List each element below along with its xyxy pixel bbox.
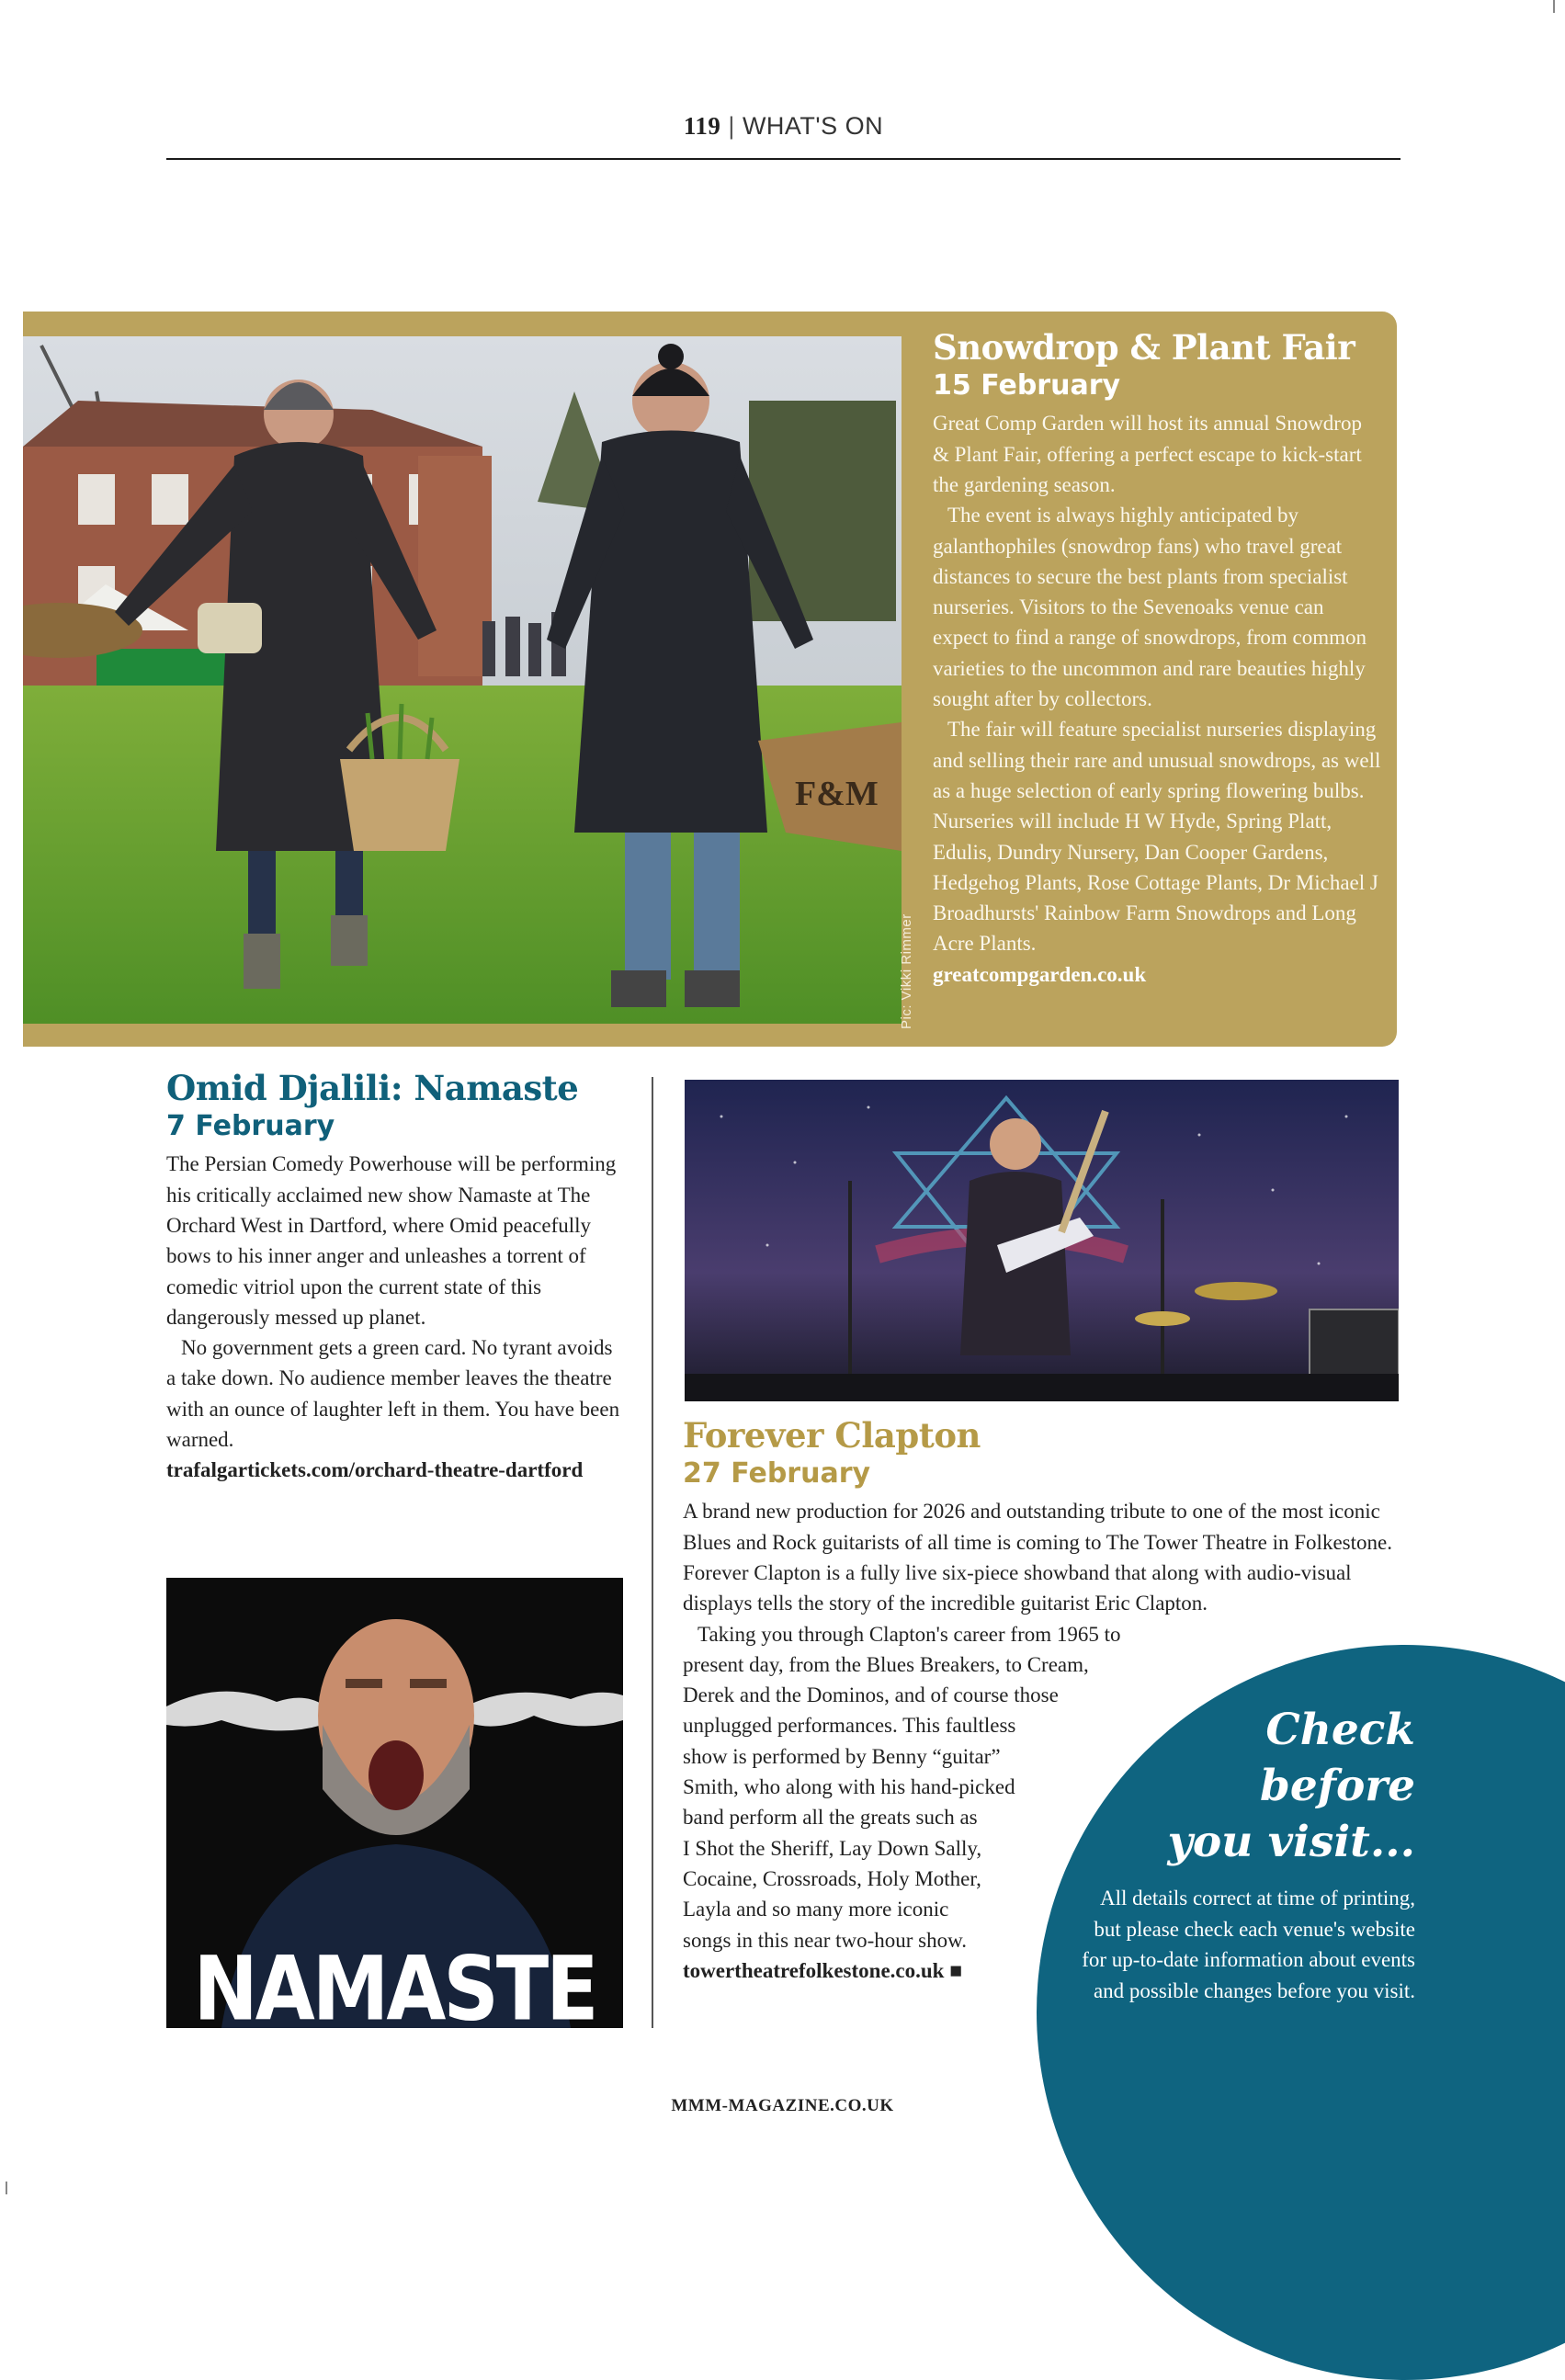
notice-title-line: before (1260, 1761, 1415, 1811)
omid-date: 7 February (166, 1110, 335, 1143)
page-header (166, 112, 1401, 160)
omid-title: Omid Djalili: Namaste (166, 1068, 579, 1108)
omid-article (166, 1068, 626, 1485)
page-number: 119 (683, 112, 721, 140)
clapton-line: Taking you through Clapton's career from 1965 to (697, 1622, 1121, 1646)
clapton-photo (685, 1080, 1399, 1401)
namaste-poster (166, 1578, 623, 2028)
snowdrop-article (933, 327, 1383, 990)
clapton-line: unplugged performances. This faultless (683, 1714, 1016, 1738)
snowdrop-paragraph: The event is always highly anticipated by galanthophiles (snowdrop fans) who travel great distances to secure the best plants from specialist nurseries. Visitors to the Sevenoaks venue can expect to find a range of snowdrops, from common varieties to the uncommon and rare beauties highly sought after by collectors. (933, 504, 1367, 711)
clapton-line: I Shot the Sheriff, Lay Down Sally, (683, 1836, 982, 1860)
clapton-line: show is performed by Benny “guitar” (683, 1744, 1001, 1768)
header-separator: | (728, 112, 735, 140)
notice-title-line: you visit... (1167, 1817, 1415, 1867)
notice-title-line: Check (1265, 1705, 1415, 1755)
snowdrop-link[interactable]: greatcompgarden.co.uk (933, 962, 1147, 986)
clapton-line: Derek and the Dominos, and of course those (683, 1683, 1059, 1707)
clapton-line: Smith, who along with his hand-picked (683, 1775, 1015, 1799)
snowdrop-paragraph: Great Comp Garden will host its annual Snowdrop & Plant Fair, offering a perfect escape to kick-start the gardening season. (933, 412, 1362, 496)
footer-site: MMM-MAGAZINE.CO.UK (671, 2096, 894, 2115)
notice-body: All details correct at time of printing, but please check each venue's website for up-to-date information about events and possible changes before you visit. (1082, 1887, 1415, 2002)
snowdrop-title: Snowdrop & Plant Fair (933, 327, 1355, 368)
clapton-line: Layla and so many more iconic (683, 1898, 949, 1921)
omid-paragraph: The Persian Comedy Powerhouse will be performing his critically acclaimed new show Namaste at The Orchard West in Dartford, where Omid peacefully bows to his inner anger and unleashes a torrent of comedic vitriol upon the current state of this dangerously messed up planet. (166, 1152, 617, 1329)
column-divider (652, 1077, 653, 2028)
clapton-link[interactable]: towertheatrefolkestone.co.uk (683, 1958, 945, 1982)
crop-mark (1553, 0, 1555, 13)
snowdrop-photo (23, 336, 902, 1024)
clapton-title: Forever Clapton (683, 1415, 981, 1456)
end-mark: ■ (949, 1958, 963, 1982)
omid-paragraph: No government gets a green card. No tyrant avoids a take down. No audience member leaves the theatre with an ounce of laughter left in them. You have been warned. (166, 1336, 620, 1452)
snowdrop-date: 15 February (933, 369, 1121, 402)
clapton-line: Cocaine, Crossroads, Holy Mother, (683, 1866, 981, 1890)
clapton-date: 27 February (683, 1457, 871, 1490)
omid-link[interactable]: trafalgartickets.com/orchard-theatre-dartford (166, 1458, 584, 1482)
section-title: WHAT'S ON (742, 112, 884, 140)
clapton-line: band perform all the greats such as (683, 1806, 978, 1830)
poster-title: NAMASTE (193, 1936, 596, 2028)
photo-credit: Pic: Vikki Rimmer (899, 913, 914, 1029)
notice-box (1071, 1702, 1415, 2006)
clapton-paragraph: A brand new production for 2026 and outstanding tribute to one of the most iconic Blues and Rock guitarists of all time is coming to The Tower Theatre in Folkestone. Forever Clapton is a fully live six-piece showband that along with audio-visual displays tells the story of the incredible guitarist Eric Clapton. (683, 1500, 1392, 1615)
snowdrop-paragraph: The fair will feature specialist nurseries displaying and selling their rare and unusual snowdrops, as well as a huge selection of early spring flowering bulbs. Nurseries will include H W Hyde, Spring Platt, Edulis, Dundry Nursery, Dan Cooper Gardens, Hedgehog Plants, Rose Cottage Plants, Dr Michael J Broadhursts' Rainbow Farm Snowdrops and Long Acre Plants. (933, 718, 1381, 956)
clapton-line: present day, from the Blues Breakers, to Cream, (683, 1652, 1089, 1676)
clapton-line: songs in this near two-hour show. (683, 1928, 967, 1952)
basket-logo: F&M (795, 775, 879, 813)
crop-mark (6, 2182, 7, 2194)
